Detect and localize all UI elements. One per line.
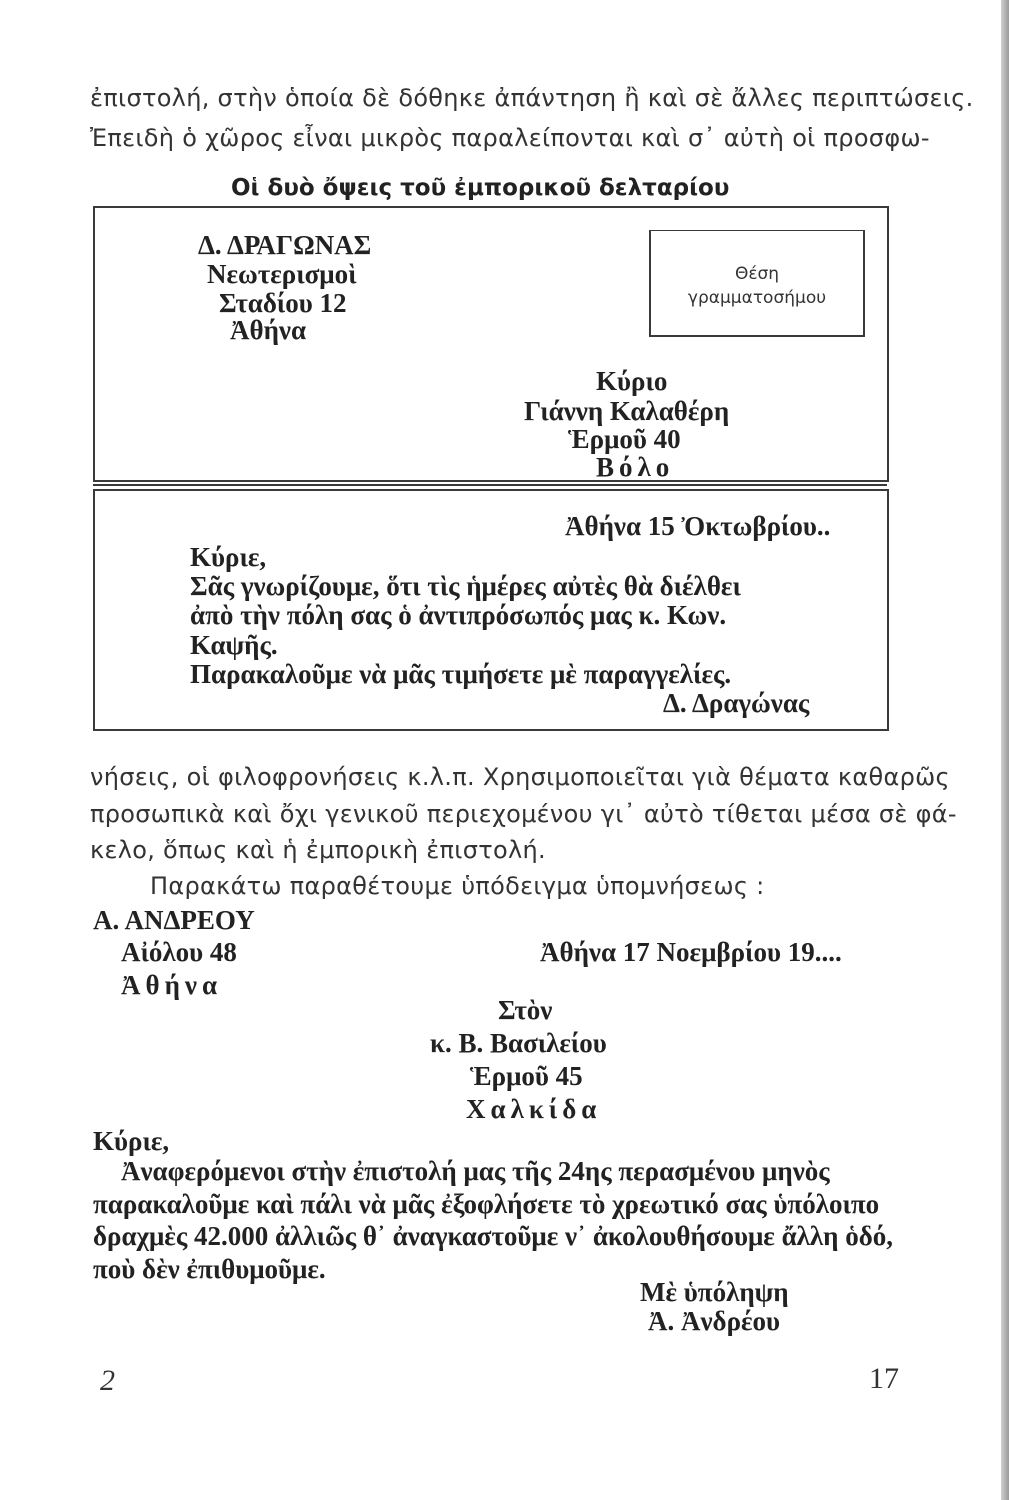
front-recipient-street: Ἑρμοῦ 40 — [568, 424, 681, 454]
front-sender-street: Σταδίου 12 — [219, 288, 347, 318]
back-signature: Δ. Δραγώνας — [663, 688, 810, 718]
letter-closing-signature: Ἀ. Ἀνδρέου — [648, 1306, 781, 1336]
front-sender-name: Δ. ΔΡΑΓΩΝΑΣ — [198, 230, 372, 260]
back-greeting: Κύριε, — [190, 542, 267, 572]
middle-line-3: κελο, ὅπως καὶ ἡ ἐμπορικὴ ἐπιστολή. — [90, 836, 546, 864]
signature-mark: 2 — [100, 1364, 115, 1397]
letter-body-line-4: ποὺ δὲν ἐπιθυμοῦμε. — [93, 1254, 326, 1284]
page-number: 17 — [869, 1362, 899, 1395]
letter-sender-name: Α. ΑΝΔΡΕΟΥ — [93, 905, 255, 935]
letter-sender-city: Ἀθήνα — [121, 970, 223, 1000]
letter-body-line-3: δραχμὲς 42.000 ἀλλιῶς θ᾿ ἀναγκαστοῦμε ν᾿ ἀκολουθήσουμε ἄλλη ὁδό, — [93, 1221, 894, 1251]
stamp-placeholder — [649, 230, 865, 337]
figure-caption: Οἱ δυὸ ὄψεις τοῦ ἐμπορικοῦ δελταρίου — [231, 175, 730, 201]
back-date: Ἀθήνα 15 Ὀκτωβρίου.. — [565, 511, 831, 541]
front-sender-city: Ἀθήνα — [230, 315, 307, 345]
letter-body-line-2: παρακαλοῦμε καὶ πάλι νὰ μᾶς ἐξοφλήσετε τὸ χρεωτικό σας ὑπόλοιπο — [93, 1189, 880, 1219]
back-body-line-4: Παρακαλοῦμε νὰ μᾶς τιμήσετε μὲ παραγγελίες. — [190, 659, 732, 689]
letter-greeting: Κύριε, — [93, 1126, 170, 1156]
back-body-line-2: ἀπὸ τὴν πόλη σας ὁ ἀντιπρόσωπός μας κ. Κων. — [190, 600, 727, 630]
back-body-line-3: Καψῆς. — [190, 630, 278, 660]
letter-recipient-city: Χαλκίδα — [466, 1094, 602, 1124]
page-edge — [1001, 0, 1009, 1500]
letter-recipient-name: κ. Β. Βασιλείου — [430, 1028, 607, 1058]
back-body-line-1: Σᾶς γνωρίζουμε, ὅτι τὶς ἡμέρες αὐτὲς θὰ διέλθει — [190, 571, 741, 601]
front-recipient-city: Βόλο — [596, 452, 675, 482]
stamp-label-1: Θέση — [734, 264, 780, 284]
stamp-label-2: γραμματοσήμου — [687, 288, 827, 308]
postcard-back-top-rule — [93, 484, 887, 486]
intro-line-1: ἐπιστολή, στὴν ὁποία δὲ δόθηκε ἀπάντηση ἢ καὶ σὲ ἄλλες περιπτώσεις. — [90, 84, 974, 112]
intro-line-2: Ἐπειδὴ ὁ χῶρος εἶναι μικρὸς παραλείπονται καὶ σ᾿ αὐτὴ οἱ προσφω- — [90, 124, 930, 152]
front-recipient-title: Κύριο — [596, 366, 668, 396]
front-recipient-name: Γιάννη Καλαθέρη — [524, 396, 730, 426]
middle-line-1: νήσεις, οἱ φιλοφρονήσεις κ.λ.π. Χρησιμοποιεῖται γιὰ θέματα καθαρῶς — [90, 763, 950, 791]
letter-sender-street: Αἰόλου 48 — [121, 937, 237, 967]
letter-recipient-prefix: Στὸν — [498, 995, 553, 1025]
middle-line-2: προσωπικὰ καὶ ὄχι γενικοῦ περιεχομένου γι᾿ αὐτὸ τίθεται μέσα σὲ φά- — [90, 800, 957, 828]
letter-body-line-1: Ἀναφερόμενοι στὴν ἐπιστολή μας τῆς 24ης περασμένου μηνὸς — [121, 1156, 830, 1186]
letter-date: Ἀθήνα 17 Νοεμβρίου 19.... — [540, 937, 842, 967]
front-sender-business: Νεωτερισμοὶ — [207, 259, 357, 289]
letter-recipient-street: Ἑρμοῦ 45 — [470, 1061, 583, 1091]
letter-closing: Μὲ ὑπόληψη — [640, 1277, 789, 1307]
middle-line-4: Παρακάτω παραθέτουμε ὑπόδειγμα ὑπομνήσεως : — [150, 872, 765, 900]
